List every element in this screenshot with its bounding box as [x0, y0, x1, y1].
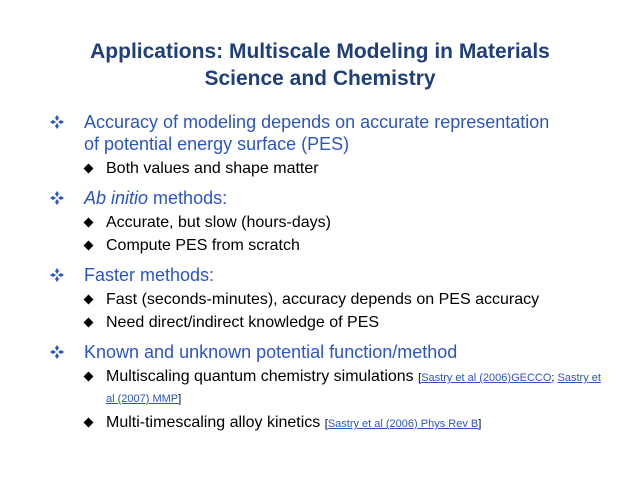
sub-bullet-text: Need direct/indirect knowledge of PES — [106, 314, 380, 331]
four-diamond-bullet-icon — [50, 268, 64, 282]
diamond-bullet-icon — [84, 218, 94, 228]
sub-bullet — [84, 367, 608, 409]
title-line-1: Applications: Multiscale Modeling in Materials — [90, 40, 550, 63]
sub-bullet-text: Compute PES from scratch — [106, 237, 300, 254]
citation-gecco-part1: Sastry et al (2006) — [421, 372, 512, 384]
diamond-bullet-icon — [84, 295, 94, 305]
sub-bullet — [84, 290, 608, 309]
sub-bullet-text — [106, 414, 481, 431]
bullet-accuracy — [48, 111, 608, 178]
bullet-known-unknown — [48, 341, 608, 434]
multiscaling-text: Multiscaling quantum chemistry simulations — [106, 368, 414, 385]
bullet-faster-text: Faster methods: — [84, 265, 215, 285]
diamond-bullet-icon — [84, 164, 94, 174]
diamond-bullet-icon — [84, 418, 94, 428]
diamond-bullet-icon — [84, 372, 94, 382]
diamond-bullet-icon — [84, 241, 94, 251]
multi-timescaling-text: Multi-timescaling alloy kinetics — [106, 414, 321, 431]
citation-link-gecco[interactable] — [421, 372, 551, 384]
sub-bullet-text — [106, 368, 601, 406]
sub-bullet — [84, 213, 608, 232]
bracket-close: ] — [178, 393, 182, 405]
methods-label: methods: — [148, 188, 228, 208]
bullet-ab-initio-text — [84, 187, 608, 209]
sub-bullet — [84, 236, 608, 255]
bullet-faster-methods — [48, 264, 608, 332]
sub-bullet — [84, 413, 608, 434]
four-diamond-bullet-icon — [50, 345, 64, 359]
bullet-accuracy-text — [84, 111, 608, 155]
title-line-2: Science and Chemistry — [204, 67, 436, 90]
citation-group-2 — [325, 418, 482, 430]
diamond-bullet-icon — [84, 318, 94, 328]
ab-initio-italic: Ab initio — [84, 188, 149, 208]
citation-link-mmp[interactable]: Sastry et al (2007) MMP — [106, 372, 601, 405]
sub-bullet-text: Both values and shape matter — [106, 160, 319, 177]
bracket-close: ] — [478, 418, 482, 430]
bullet-ab-initio — [48, 187, 608, 255]
four-diamond-bullet-icon — [50, 191, 64, 205]
bullet-accuracy-line2: of potential energy surface (PES) — [84, 134, 350, 154]
sub-bullet-text: Accurate, but slow (hours-days) — [106, 214, 331, 231]
bullet-accuracy-line1: Accuracy of modeling depends on accurate representation — [84, 112, 550, 132]
slide-title — [40, 38, 600, 92]
bracket-open: [ — [418, 372, 422, 384]
sub-bullet — [84, 159, 608, 178]
bracket-open: [ — [324, 418, 328, 430]
citation-gecco-part2: GECCO — [511, 372, 552, 384]
citation-separator: ; — [551, 372, 558, 384]
sub-bullet — [84, 313, 608, 332]
bullet-known-text: Known and unknown potential function/method — [84, 342, 458, 362]
citation-link-prb[interactable]: Sastry et al (2006) Phys Rev B — [327, 418, 479, 430]
sub-bullet-text: Fast (seconds-minutes), accuracy depends on PES accuracy — [106, 291, 540, 308]
four-diamond-bullet-icon — [50, 115, 64, 129]
bullet-list — [48, 111, 608, 443]
